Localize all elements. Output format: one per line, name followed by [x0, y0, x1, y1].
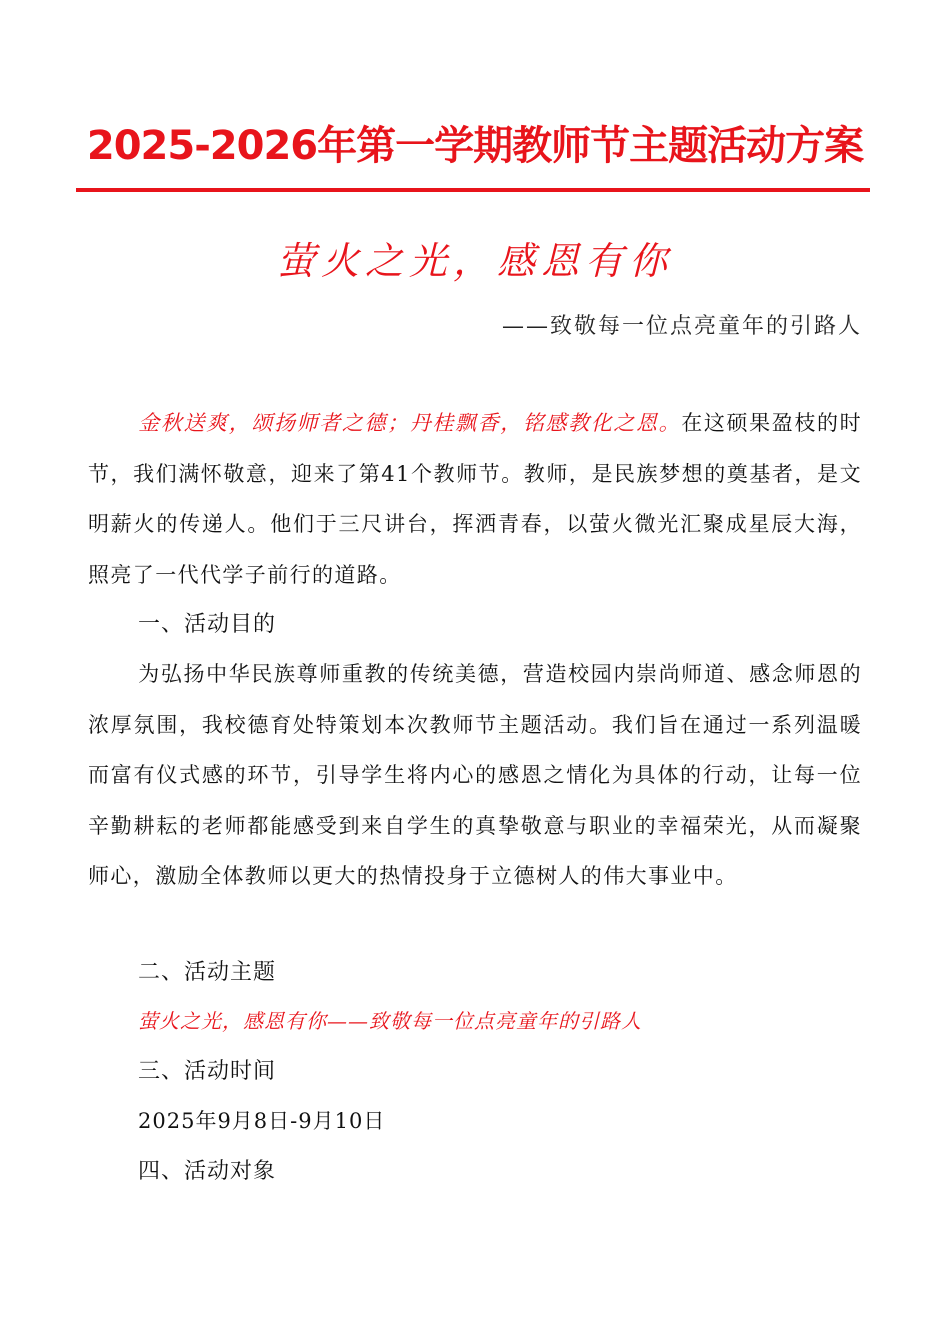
section-heading-participants: 四、活动对象	[138, 1159, 277, 1184]
theme-heading: 萤火之光，感恩有你	[276, 239, 673, 283]
purpose-paragraph	[88, 649, 862, 902]
purpose-text: 为弘扬中华民族尊师重教的传统美德，营造校园内崇尚师道、感念师恩的浓厚氛围，我校德育处特策划本次教师节主题活动。我们旨在通过一系列温暖而富有仪式感的环节，引导学生将内心的感恩之情化为具体的行动，让每一位辛勤耕耘的老师都能感受到来自学生的真挚敬意与职业的幸福荣光，从而凝聚师心，激励全体教师以更大的热情投身于立德树人的伟大事业中。	[88, 662, 862, 888]
intro-text: 在这硕果盈枝的时节，我们满怀敬意，迎来了第41个教师节。教师，是民族梦想的奠基者，是文明薪火的传递人。他们于三尺讲台，挥洒青春，以萤火微光汇聚成星辰大海，照亮了一代代学子前行的道路。	[88, 411, 862, 587]
intro-paragraph	[88, 398, 862, 600]
theme-text: 萤火之光，感恩有你——致敬每一位点亮童年的引路人	[138, 1009, 642, 1033]
document-title: 2025-2026年第一学期教师节主题活动方案	[86, 123, 864, 169]
section-heading-theme: 二、活动主题	[138, 960, 277, 985]
theme-subheading: ——致敬每一位点亮童年的引路人	[501, 314, 862, 339]
intro-highlight: 金秋送爽，颂扬师者之德；丹桂飘香，铭感教化之恩。	[138, 411, 682, 435]
section-heading-purpose: 一、活动目的	[138, 612, 277, 637]
time-text: 2025年9月8日-9月10日	[138, 1109, 386, 1133]
section-heading-time: 三、活动时间	[138, 1059, 277, 1084]
title-divider	[76, 188, 870, 192]
